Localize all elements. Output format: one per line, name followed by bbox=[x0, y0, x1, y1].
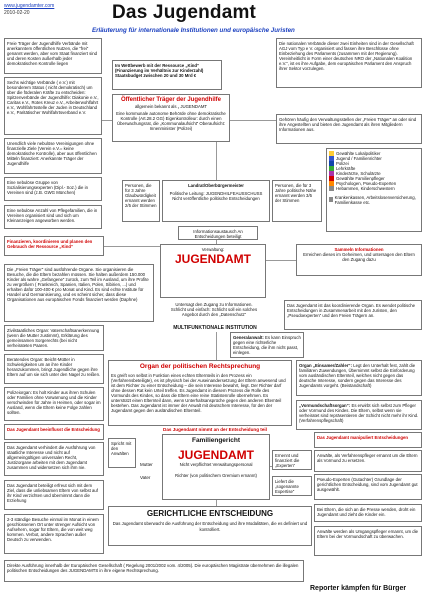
vormund-title: „Vormundschaftsorgan“: bbox=[299, 403, 351, 408]
verwaltung-jugendamt: JUGENDAMT bbox=[174, 252, 251, 267]
verfahrenspfleger-box bbox=[314, 450, 422, 472]
freie-traeger-box bbox=[4, 38, 102, 74]
oeffentlicher-traeger-box bbox=[112, 94, 230, 142]
legend-item: Kinderärzte, Schulärzte bbox=[329, 171, 419, 176]
legend-box bbox=[326, 148, 422, 232]
budget-text: Im Wettbewerb mit der Ressource „Kind“ (Finanzierung im Verhältnis zur Kinderzahl) Staatsbudget zwischen 20 und 30 Mrd € bbox=[115, 63, 204, 79]
familiengericht-box bbox=[162, 434, 270, 500]
gerichtliche-entscheidung-box bbox=[108, 506, 312, 546]
einsamer-box bbox=[296, 360, 422, 396]
connector-line bbox=[102, 120, 112, 121]
legend-swatch bbox=[329, 197, 333, 202]
oeffentlicher-traeger-body: Eine kommunale autonome Behörde ohne demokratische Kontrolle (Art.28.2 GG) Eigenkontrolleur: durch einen Überwachungsrat, die „Kommunalaufsicht“ Oberaufsicht: Innenminister (Polizei) bbox=[116, 111, 226, 132]
spitzenverbaende-text: Sechs wichtige Verbände ( e.V.) mit besonderem Status ( nicht demokratisch) um über die föderalen Kräfte zu entscheiden: Spitzenverbände der Jugendhilfe: Diakonie e.V., Caritas e.V., Rotes Kreuz e.V., Arbeiterwohlfahrt e.V., Wohlfahrtsstelle der Juden in Deutschland e.V., Paritätischer Wohlfahrtsverband e.V. bbox=[7, 80, 99, 116]
finanzieren-text: Finanzieren, koordinieren und planen den Gebrauch der Ressource „Kind“ bbox=[7, 239, 93, 250]
generalanwalt-title: Generalanwalt: bbox=[233, 335, 264, 340]
finanzieren-box bbox=[4, 236, 104, 256]
datenschutz-box bbox=[166, 300, 262, 324]
polizei-box bbox=[4, 387, 104, 421]
legend-item: Hebammen, Kinderschwestern bbox=[329, 186, 419, 191]
freie-traeger-organ-text: Die „Freien Träger“ sind ausführende Organe. Sie organisieren die Besuche, die die Eltern bezahlen müssen. Sie halten außerdem 150.000 Kinder als wahre „Gefangene“ zurück, zum Teil im Ausland, um ihre Profite zu vergrößern ( Frankreich, Spanien, Italien, Polen, Sibirien, ...) und erhalten dafür 100-400 € pro Monat und Kind. Es sind echte Institute für Handel und Germanisierung, und es scheint sicher, dass diese Organisationen aus europäischen Fonds finanziert werden (Daphne) bbox=[7, 267, 149, 303]
nimmt-teil-label: Das Jugendamt nimmt an der Entscheidung teil bbox=[163, 427, 267, 432]
sammeln-heading: Sammeln Informationen bbox=[334, 247, 384, 252]
verfahrenspfleger-text: Anwälte, als Verfahrenspfleger ernannt um die Eltern als Vormund zu ersetzen. bbox=[317, 453, 418, 464]
ernennt-box bbox=[272, 450, 312, 470]
freie-traeger-text: Freie Träger der Jugendhilfe Verbände mit anerkanntem öffentlichen Nutzen, die "frei" genannt werden, aber vom Staat finanziert sind und deren Kosten außerhalb jeder demokratischen Kontrolle liegen bbox=[7, 41, 98, 67]
pflegefamilien-box bbox=[4, 205, 102, 229]
jugendhilfeausschuss-box bbox=[162, 180, 270, 222]
liefert-box bbox=[272, 476, 312, 496]
sozialisierungsexperten-text: Eine nebulöse Gruppe von Sozialisierungsexperten (Dipl.- Soz.) die in Vereinen sind (z.B. GWG München) bbox=[7, 180, 88, 196]
koordinierend-box bbox=[284, 300, 422, 330]
beratend-text: Beratendes Organ: Beicht-Mütter in Schwierigkeiten um an ihre Kinder heranzukommen, bringt Jugendliche gegen ihre Eltern auf um sie sich unter den Nagel zu reißen. bbox=[7, 357, 101, 378]
polizei-text: Polizeiorgan: Es holt Kinder aus ihren Schulen oder Familien ohne Vorwarnung und die Kinder verschwinden für Jahre in Heimen, oder sogar im Ausland, wenn die Eltern keine Folge zahlen sollten. bbox=[7, 390, 101, 416]
date: 2010-02-20 bbox=[4, 10, 30, 16]
angestellte-text: Gehören häufig den Verwaltungsstellen der „Freien Träger“ an oder sind ihre Angestellten und bieten den Jugendamt als ihren Mitgliedern Informationen aus. bbox=[279, 117, 417, 133]
manipuliert-text: Das Jugendamt manipuliert Entscheidungen bbox=[317, 435, 408, 440]
info-exchange-text: Informationsaustausch An Entscheidungen beteiligt bbox=[193, 229, 243, 240]
beratend-box bbox=[4, 354, 104, 384]
besuche-box bbox=[4, 514, 104, 554]
spricht-text: Spricht mit den Anwälten bbox=[111, 441, 132, 457]
verhindert-text: Das Jugendamt verhindert die Ausführung von staatliche Interesse und nicht auf allgemeingültigen universalen Recht, Justizorgane arbeiten mit dem Jugendamt zusammen und widersetzen sich ihm nie. bbox=[7, 445, 96, 471]
connector-line bbox=[216, 332, 217, 360]
connector-line bbox=[216, 500, 217, 506]
verwaltung-label: Verwaltung: bbox=[201, 247, 225, 252]
familiengericht-jugendamt: JUGENDAMT bbox=[177, 447, 254, 462]
page-subtitle: Erläuterung für internationale Institutionen und europäische Juristen bbox=[92, 27, 295, 34]
oeffentlicher-traeger-subheading: allgemein bekannt als „ JUGENDAMT bbox=[134, 104, 208, 110]
connector-line bbox=[270, 466, 272, 467]
committee-right: Personen, die für 3 Jahre politische Nähe ernannt werden 3/5 der Stimmen bbox=[272, 180, 322, 222]
landrat-title: Landrat/Oberbürgermeister bbox=[188, 183, 244, 188]
generalanwalt-box bbox=[230, 332, 304, 358]
beeinflusst-box bbox=[4, 424, 104, 440]
mutter-label: Mutter bbox=[140, 462, 153, 467]
anerkannte-traeger-text: Unendlich viele nebulöse Vereinigungen ohne finanzielle Ziele (Verein e.V.= keine demokratische Kontrolle), aber aus öffentlichen Mitteln finanziert: Anerkannte Träger der Jugendhilfe bbox=[7, 141, 97, 167]
sozialisierungsexperten-box bbox=[4, 177, 102, 201]
einsamer-title: Organ „Einsamer/Zahler“: bbox=[299, 363, 353, 368]
presse-text: Bei Eltern, die sich an die Presse wenden, droht ein Jugendamt und zieht die Kinder ein. bbox=[317, 507, 416, 518]
vormund-box bbox=[296, 400, 422, 430]
manipuliert-box bbox=[314, 432, 422, 448]
zivilstaatlich-text: Zivilstaatliches Organ: Vaterschaftsanerkennung (wenn die Mutter zustimmt), Erklärung des gemeinsamen Sorgerechts (bei nicht verheirateten Paaren. bbox=[7, 328, 100, 349]
generalanwalt-text: Es kann Einspruch gegen eine richterliche Entscheidung, die ihm nicht passt, einlegen. bbox=[233, 335, 301, 356]
beeinflusst-text: Das Jugendamt beeinflusst die Entscheidung bbox=[7, 427, 100, 432]
multifunktionale-label: MULTIFUNKTIONALE INSTITUTION bbox=[173, 325, 257, 331]
umgangspfleger-box bbox=[314, 526, 422, 556]
freie-traeger-organ-box bbox=[4, 264, 154, 322]
spricht-box bbox=[108, 438, 136, 468]
angestellte-box bbox=[276, 114, 422, 144]
budget-box bbox=[112, 60, 222, 90]
page-title: Das Jugendamt bbox=[112, 2, 257, 23]
legend-item: Gewählte Lokalpolitiker bbox=[329, 151, 419, 156]
familiengericht-title: Familiengericht bbox=[191, 437, 241, 444]
vormund-text: Es erwirbt sich selbst zum Pfleger oder Vormund des Kindes. Die Eltern, selbst wenn sie verheiratet sind repräsentieren der Schicht nicht mehr ihr Kind. (Verfahrenspflegschaft) bbox=[299, 403, 419, 424]
zivilstaatlich-box bbox=[4, 325, 104, 351]
verwaltung-box bbox=[160, 244, 266, 298]
besuche-text: 2-3 ständige Besuche einmal im Monat in einem geschlossenen Ort unter strenger Aufsicht von Aufsehern, sogar für Eltern, die von weit weg kommen. Verbot, andere Sprachen außer Deutsch zu verwenden. bbox=[7, 517, 99, 543]
legend-item: Krankenkassen, Arbeitslosenversicherung, Familienkasse etc. bbox=[329, 195, 419, 205]
richter-text: Richter (von politischem Gremium ernannt) bbox=[175, 472, 257, 478]
pseudo-experten-text: Pseudo-Experten (Gutachter) Grundlage der gerichtlichen Entscheidung, sind vom Jugendamt gut ausgewählt. bbox=[317, 477, 418, 493]
committee-left: Personen, die für 3 Jahre Glaubwürdigkeit ernannt werden 2/5 der Stimmen bbox=[122, 180, 160, 222]
legend-item: Lehrkräfte bbox=[329, 166, 419, 171]
gerichtliche-heading: GERICHTLICHE ENTSCHEIDUNG bbox=[146, 509, 274, 518]
reporter-text: Reporter kämpfen für Bürger bbox=[310, 585, 407, 592]
pseudo-experten-box bbox=[314, 474, 422, 500]
verhindert-box bbox=[4, 442, 104, 476]
legend-swatch bbox=[329, 186, 334, 191]
beteiligt-text: Das Jugendamt beteiligt erfreut sich mit dem Ziel, dass die unliebsamen Eltern von selbst auf ihr Kind verzichten und übernimmt dann die Erziehung bbox=[7, 483, 99, 504]
agj-box bbox=[276, 38, 422, 88]
direkte-ausfuehrung-text: Direkte Ausführung innerhalb der Europäischen Gesellschaft ( Regelung 2001/2002 vom. 4/2005). Die europäischen Magistrate übernehmen die illegalen politischen Entscheidungen des JUGENDAMTS in ihre eigene Rechtsprechung. bbox=[7, 563, 299, 574]
beteiligt-box bbox=[4, 480, 104, 510]
connector-line bbox=[266, 260, 296, 261]
agj-text: Die nationalen Verbände dieser zwei Einheiten sind in der Gesellschaft AGJ vom Typ e V. organisiert und fassen ihre Beschlüsse ohne Einbeziehung des Parlaments (zusammen mit der Regierung). Vereinheitlicht in Form einer deutschen NRO der „Nationalen Koalition e.V.“, ist es ihre Aufgabe, dem europäischen Parlament den Anspruch ihrer Sektor vorzulegen. bbox=[279, 41, 414, 72]
rechtsprechung-box bbox=[108, 360, 292, 426]
sammeln-text: Erreichen dieses im Geheimen, und untersagen den Eltern den Zugang dazu bbox=[303, 252, 415, 263]
direkte-ausfuehrung-box bbox=[4, 560, 304, 582]
connector-line bbox=[104, 246, 160, 247]
ernennt-text: Ernennt und finanziert die „Experten“ bbox=[275, 453, 300, 469]
familiengericht-jugendamt-desc: Nicht verpflichtet Verwaltungspersonal bbox=[179, 461, 253, 467]
rechtsprechung-heading: Organ der politischen Rechtsprechung bbox=[139, 363, 261, 370]
jugendhilfeausschuss-text: Politische Leitung: JUGENDHILFEAUSSCHUSS Nicht veröffentliche politische Entscheidungen bbox=[169, 191, 263, 202]
legend-item: Polizei bbox=[329, 161, 419, 166]
legend-item: Psychologen, Pseudo-Experten bbox=[329, 181, 419, 186]
oeffentlicher-traeger-heading: Öffentlicher Träger der Jugendhilfe bbox=[120, 97, 222, 103]
rechtsprechung-body: Es greift von selbst in Funktion eines echten Elternteils in den Prozess ein (Verfahrensbeteiligte), es ist physisch bei der Auseinandersetzung der Eltern anwesend und ist dem Richter zu einer Entscheidung – die sein Interesse bewahrt, liegt. Der Richter darf ohne dessen Rat kein Urteil treffen. Es Jugendamt in diesem Prozess die Rolle des Vormunds des Kindes, so dass die Eltern eine reine Statistenrolle übernehmen. Es unterstützt einen Elternteil dann, wenn Unterhaltsansprüche gegen den anderen Elternteil bestehen. Das Jugendamt ist immer der Anwalt mit deutschem Interesse, für den der Jugendamt gegen den ausländischen Elternteil. bbox=[111, 372, 286, 414]
site-link[interactable]: www.jugendamter.com bbox=[4, 3, 55, 9]
spitzenverbaende-box bbox=[4, 77, 102, 135]
sammeln-box bbox=[296, 244, 422, 276]
legend-list bbox=[329, 151, 419, 205]
datenschutz-text: Untersagt den Zugang zu Informationen. Schlicht und einfach: Schlicht soll ein solches Angebot durch den „Datenschutz“ bbox=[170, 302, 258, 318]
legend-item: Gewählte Familienpfleger bbox=[329, 176, 419, 181]
vater-label: Vater bbox=[140, 475, 151, 480]
liefert-text: Liefert die „sogenannte Expertise“ bbox=[275, 479, 299, 495]
umgangspfleger-text: Anwälte werden als Umgangspfleger ernannt, um die Eltern bei der Vormundschaft zu überwachen. bbox=[317, 529, 419, 540]
pflegefamilien-text: Eine nebulöse Anzahl von Pflegefamilien, die in Vereinen organisiert sind und sich um Kleinanzeigen angeworben werden. bbox=[7, 208, 98, 224]
einsamer-text: Legt den Unterhalt fest, zahlt die familiären Zuwendungen, Übernimmt selbst die Einforderung vom ausländischen Elternteil, welches nicht gegen das deutsche Interesse, sondern gegen das Interesse des Jugendamts vorgeht. (Beistandschaft) bbox=[299, 363, 416, 389]
connector-line bbox=[216, 142, 217, 180]
anerkannte-traeger-box bbox=[4, 138, 102, 174]
info-exchange-box bbox=[178, 226, 258, 240]
legend-item: Jugend / Familienrichter bbox=[329, 156, 419, 161]
gerichtliche-body: Das Jugendamt überwacht die Ausführung der Entscheidung und ihre Modalitäten, die es definiert und kontrolliert. bbox=[112, 521, 308, 532]
presse-box bbox=[314, 504, 422, 522]
connector-line bbox=[230, 120, 276, 121]
connector-line bbox=[216, 240, 217, 244]
koordinierend-text: Das Jugendamt ist das koordinierende Organ. Es wendet politische Entscheidungen in Zusammenarbeit mit den Juristen, den „Pseudoexperten“ und den Freien Trägern an. bbox=[287, 303, 416, 319]
